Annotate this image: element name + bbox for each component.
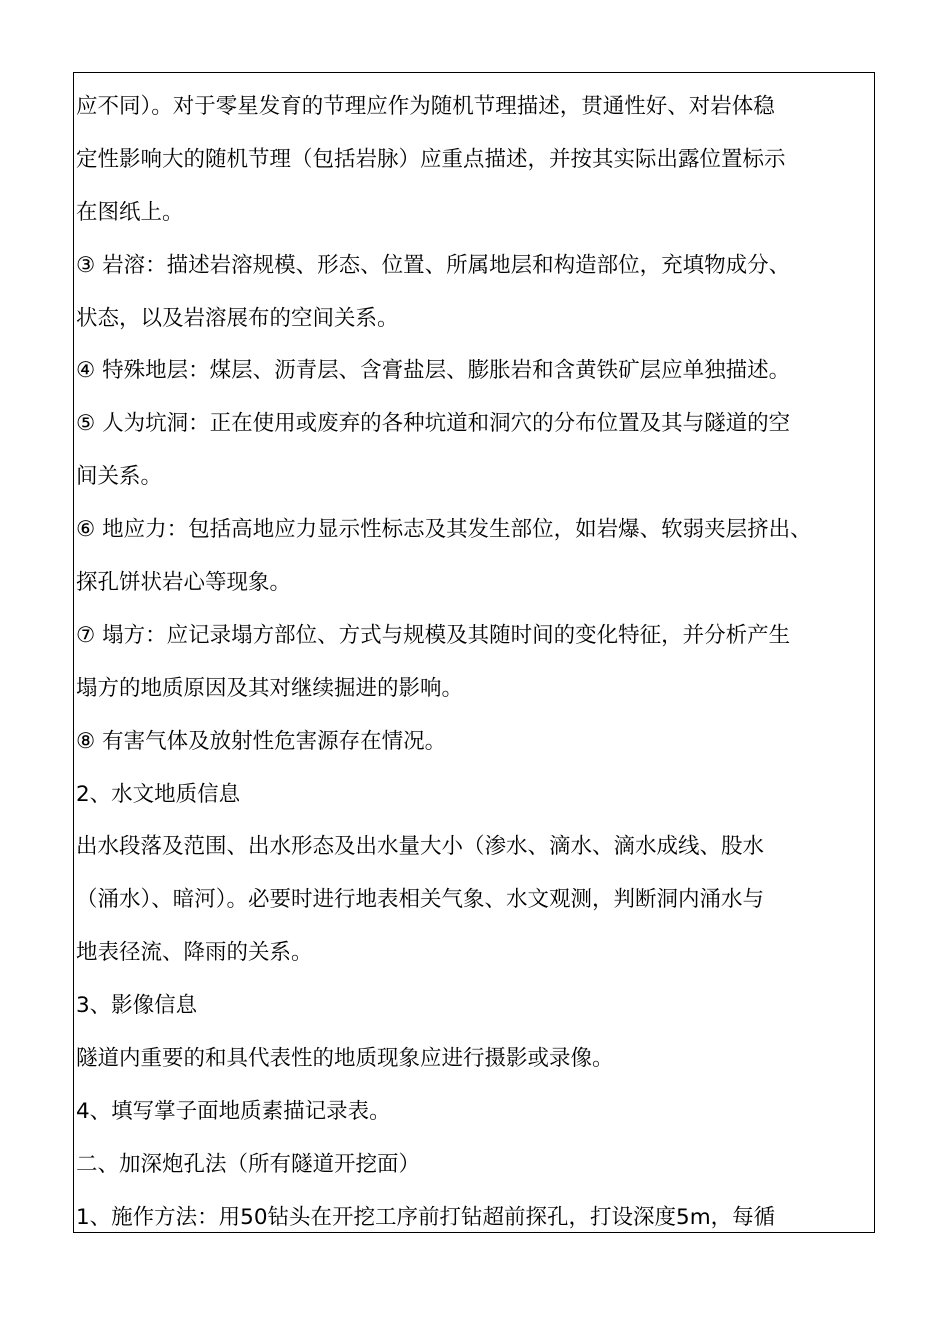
text-line: 间关系。 bbox=[76, 464, 163, 490]
section-heading: 4、填写掌子面地质素描记录表。 bbox=[76, 1098, 391, 1124]
section-heading: 2、水文地质信息 bbox=[76, 781, 241, 807]
text-line: 定性影响大的随机节理（包括岩脉）应重点描述，并按其实际出露位置标示 bbox=[76, 146, 786, 172]
text-line: ⑥ 地应力：包括高地应力显示性标志及其发生部位，如岩爆、软弱夹层挤出、 bbox=[76, 517, 812, 543]
text-line: ⑧ 有害气体及放射性危害源存在情况。 bbox=[76, 728, 447, 754]
text-line: 1、施作方法：用50钻头在开挖工序前打钻超前探孔，打设深度5m，每循 bbox=[76, 1204, 776, 1230]
text-line: ③ 岩溶：描述岩溶规模、形态、位置、所属地层和构造部位，充填物成分、 bbox=[76, 252, 791, 278]
text-line: 出水段落及范围、出水形态及出水量大小（渗水、滴水、滴水成线、股水 bbox=[76, 834, 765, 860]
text-line: ⑦ 塌方：应记录塌方部位、方式与规模及其随时间的变化特征，并分析产生 bbox=[76, 622, 791, 648]
section-heading: 二、加深炮孔法（所有隧道开挖面） bbox=[76, 1151, 421, 1177]
document-table-cell bbox=[73, 72, 875, 1233]
text-line: ④ 特殊地层：煤层、沥青层、含膏盐层、膨胀岩和含黄铁矿层应单独描述。 bbox=[76, 358, 791, 384]
text-line: 应不同）。对于零星发育的节理应作为随机节理描述，贯通性好、对岩体稳 bbox=[76, 94, 775, 119]
text-line: 地表径流、降雨的关系。 bbox=[76, 940, 313, 966]
text-line: 塌方的地质原因及其对继续掘进的影响。 bbox=[76, 675, 464, 701]
text-line: 隧道内重要的和具代表性的地质现象应进行摄影或录像。 bbox=[76, 1046, 614, 1072]
text-line: 状态，以及岩溶展布的空间关系。 bbox=[76, 305, 399, 331]
text-line: 探孔饼状岩心等现象。 bbox=[76, 570, 292, 596]
text-line: （涌水）、暗河）。必要时进行地表相关气象、水文观测，判断洞内涌水与 bbox=[76, 887, 765, 913]
section-heading: 3、影像信息 bbox=[76, 993, 198, 1019]
text-line: 在图纸上。 bbox=[76, 199, 184, 225]
text-line: ⑤ 人为坑洞：正在使用或废弃的各种坑道和洞穴的分布位置及其与隧道的空 bbox=[76, 411, 791, 437]
document-body bbox=[76, 81, 872, 1233]
